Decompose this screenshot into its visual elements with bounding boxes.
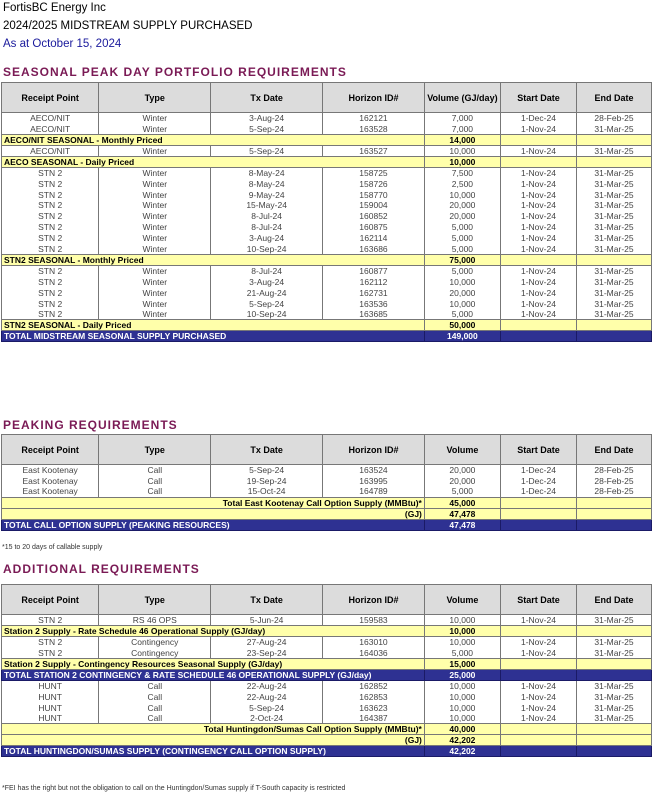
cell-end-date: 31-Mar-25 bbox=[577, 637, 652, 648]
table-row bbox=[2, 691, 652, 702]
cell-start-date: 1-Dec-24 bbox=[500, 486, 576, 497]
cell-type: Winter bbox=[99, 287, 211, 298]
cell-start-date: 1-Nov-24 bbox=[500, 691, 576, 702]
cell-volume: 5,000 bbox=[424, 222, 500, 233]
cell-horizon-id: 158725 bbox=[323, 167, 425, 178]
subtotal-value: 45,000 bbox=[424, 497, 500, 508]
cell-type: Winter bbox=[99, 145, 211, 156]
cell-volume: 10,000 bbox=[424, 298, 500, 309]
col-end-date: End Date bbox=[577, 585, 652, 615]
cell-type: Winter bbox=[99, 222, 211, 233]
cell-receipt-point: STN 2 bbox=[2, 222, 99, 233]
subtotal-row bbox=[2, 134, 652, 145]
subtotal-value: 10,000 bbox=[424, 626, 500, 637]
subtotal-label: Total East Kootenay Call Option Supply (MMBtu)* bbox=[2, 497, 425, 508]
cell-start-date: 1-Nov-24 bbox=[500, 298, 576, 309]
table-row bbox=[2, 680, 652, 691]
col-horizon-id: Horizon ID# bbox=[323, 585, 425, 615]
seasonal-table bbox=[1, 82, 652, 342]
cell-volume: 10,000 bbox=[424, 691, 500, 702]
section-title-peaking: PEAKING REQUIREMENTS bbox=[3, 418, 178, 432]
subtotal-label: STN2 SEASONAL - Monthly Priced bbox=[2, 254, 425, 265]
cell-tx-date: 27-Aug-24 bbox=[211, 637, 323, 648]
cell-start-date: 1-Nov-24 bbox=[500, 702, 576, 713]
cell-start-date: 1-Nov-24 bbox=[500, 222, 576, 233]
col-end-date: End Date bbox=[577, 435, 652, 465]
cell-tx-date: 5-Sep-24 bbox=[211, 145, 323, 156]
cell-tx-date: 8-Jul-24 bbox=[211, 265, 323, 276]
col-horizon-id: Horizon ID# bbox=[323, 435, 425, 465]
table-row bbox=[2, 309, 652, 320]
table-row bbox=[2, 189, 652, 200]
cell-receipt-point: STN 2 bbox=[2, 615, 99, 626]
cell-end-date: 28-Feb-25 bbox=[577, 465, 652, 476]
cell-receipt-point: HUNT bbox=[2, 680, 99, 691]
cell-horizon-id: 160877 bbox=[323, 265, 425, 276]
col-end-date: End Date bbox=[577, 83, 652, 113]
cell-volume: 10,000 bbox=[424, 189, 500, 200]
cell-start-date: 1-Nov-24 bbox=[500, 615, 576, 626]
cell-receipt-point: HUNT bbox=[2, 702, 99, 713]
cell-receipt-point: AECO/NIT bbox=[2, 145, 99, 156]
subtotal-value: 40,000 bbox=[424, 724, 500, 735]
cell-horizon-id: 158726 bbox=[323, 178, 425, 189]
cell-start-date: 1-Nov-24 bbox=[500, 233, 576, 244]
cell-tx-date: 3-Aug-24 bbox=[211, 276, 323, 287]
table-row bbox=[2, 713, 652, 724]
cell-end-date: 31-Mar-25 bbox=[577, 713, 652, 724]
cell-end-date: 31-Mar-25 bbox=[577, 276, 652, 287]
col-receipt-point: Receipt Point bbox=[2, 585, 99, 615]
table-row bbox=[2, 702, 652, 713]
col-receipt-point: Receipt Point bbox=[2, 435, 99, 465]
cell-start-date: 1-Nov-24 bbox=[500, 713, 576, 724]
table-row bbox=[2, 145, 652, 156]
cell-tx-date: 2-Oct-24 bbox=[211, 713, 323, 724]
table-row bbox=[2, 475, 652, 486]
table-header-row bbox=[2, 435, 652, 465]
subtotal-value: 42,202 bbox=[424, 735, 500, 746]
cell-tx-date: 10-Sep-24 bbox=[211, 244, 323, 255]
col-tx-date: Tx Date bbox=[211, 585, 323, 615]
cell-receipt-point: STN 2 bbox=[2, 200, 99, 211]
total-value: 42,202 bbox=[424, 746, 500, 757]
subtotal-row bbox=[2, 497, 652, 508]
cell-type: Winter bbox=[99, 113, 211, 124]
table-row bbox=[2, 298, 652, 309]
cell-volume: 20,000 bbox=[424, 475, 500, 486]
col-type: Type bbox=[99, 435, 211, 465]
cell-type: Call bbox=[99, 465, 211, 476]
cell-horizon-id: 163995 bbox=[323, 475, 425, 486]
subtotal-label: Total Huntingdon/Sumas Call Option Supply (MMBtu)* bbox=[2, 724, 425, 735]
col-type: Type bbox=[99, 585, 211, 615]
cell-type: Call bbox=[99, 486, 211, 497]
cell-receipt-point: STN 2 bbox=[2, 178, 99, 189]
subtotal-label: STN2 SEASONAL - Daily Priced bbox=[2, 320, 425, 331]
subtotal-label: AECO/NIT SEASONAL - Monthly Priced bbox=[2, 134, 425, 145]
cell-volume: 5,000 bbox=[424, 233, 500, 244]
cell-end-date: 31-Mar-25 bbox=[577, 615, 652, 626]
section-title-additional: ADDITIONAL REQUIREMENTS bbox=[3, 562, 200, 576]
table-row bbox=[2, 265, 652, 276]
peaking-footnote: *15 to 20 days of callable supply bbox=[2, 544, 103, 551]
table-row bbox=[2, 647, 652, 658]
cell-horizon-id: 160852 bbox=[323, 211, 425, 222]
cell-end-date: 31-Mar-25 bbox=[577, 244, 652, 255]
total-label: TOTAL HUNTINGDON/SUMAS SUPPLY (CONTINGENCY CALL OPTION SUPPLY) bbox=[2, 746, 425, 757]
cell-horizon-id: 163536 bbox=[323, 298, 425, 309]
cell-start-date: 1-Nov-24 bbox=[500, 145, 576, 156]
cell-start-date: 1-Dec-24 bbox=[500, 465, 576, 476]
cell-tx-date: 8-Jul-24 bbox=[211, 211, 323, 222]
cell-end-date: 31-Mar-25 bbox=[577, 233, 652, 244]
cell-end-date: 28-Feb-25 bbox=[577, 475, 652, 486]
cell-volume: 5,000 bbox=[424, 486, 500, 497]
cell-tx-date: 19-Sep-24 bbox=[211, 475, 323, 486]
table-row bbox=[2, 211, 652, 222]
cell-horizon-id: 162852 bbox=[323, 680, 425, 691]
cell-tx-date: 23-Sep-24 bbox=[211, 647, 323, 658]
cell-end-date: 31-Mar-25 bbox=[577, 189, 652, 200]
table-row bbox=[2, 233, 652, 244]
peaking-table bbox=[1, 434, 652, 531]
cell-horizon-id: 164036 bbox=[323, 647, 425, 658]
cell-end-date: 31-Mar-25 bbox=[577, 211, 652, 222]
cell-receipt-point: STN 2 bbox=[2, 167, 99, 178]
cell-volume: 7,000 bbox=[424, 113, 500, 124]
cell-receipt-point: AECO/NIT bbox=[2, 123, 99, 134]
subtotal-row bbox=[2, 156, 652, 167]
cell-receipt-point: STN 2 bbox=[2, 189, 99, 200]
cell-tx-date: 15-Oct-24 bbox=[211, 486, 323, 497]
cell-tx-date: 8-May-24 bbox=[211, 167, 323, 178]
cell-volume: 10,000 bbox=[424, 702, 500, 713]
cell-horizon-id: 163524 bbox=[323, 465, 425, 476]
cell-receipt-point: HUNT bbox=[2, 713, 99, 724]
cell-volume: 7,000 bbox=[424, 123, 500, 134]
additional-footnote: *FEI has the right but not the obligation to call on the Huntingdon/Sumas supply if T-South capacity is restricted bbox=[2, 785, 346, 792]
cell-type: Winter bbox=[99, 309, 211, 320]
report-title: 2024/2025 MIDSTREAM SUPPLY PURCHASED bbox=[3, 20, 253, 32]
cell-tx-date: 5-Sep-24 bbox=[211, 465, 323, 476]
cell-start-date: 1-Nov-24 bbox=[500, 211, 576, 222]
cell-volume: 20,000 bbox=[424, 211, 500, 222]
cell-start-date: 1-Nov-24 bbox=[500, 637, 576, 648]
cell-start-date: 1-Nov-24 bbox=[500, 287, 576, 298]
subtotal-row bbox=[2, 626, 652, 637]
total-row bbox=[2, 746, 652, 757]
table-row bbox=[2, 167, 652, 178]
cell-volume: 10,000 bbox=[424, 276, 500, 287]
subtotal-label: (GJ) bbox=[2, 508, 425, 519]
cell-type: Contingency bbox=[99, 637, 211, 648]
cell-type: Winter bbox=[99, 200, 211, 211]
cell-receipt-point: East Kootenay bbox=[2, 465, 99, 476]
cell-volume: 10,000 bbox=[424, 615, 500, 626]
additional-table bbox=[1, 584, 652, 757]
cell-type: Winter bbox=[99, 265, 211, 276]
cell-type: Winter bbox=[99, 123, 211, 134]
cell-volume: 20,000 bbox=[424, 287, 500, 298]
cell-tx-date: 3-Aug-24 bbox=[211, 233, 323, 244]
cell-horizon-id: 159583 bbox=[323, 615, 425, 626]
cell-end-date: 31-Mar-25 bbox=[577, 680, 652, 691]
total-label: TOTAL CALL OPTION SUPPLY (PEAKING RESOURCES) bbox=[2, 519, 425, 530]
cell-start-date: 1-Nov-24 bbox=[500, 178, 576, 189]
cell-type: Winter bbox=[99, 189, 211, 200]
table-row bbox=[2, 465, 652, 476]
cell-horizon-id: 158770 bbox=[323, 189, 425, 200]
cell-volume: 10,000 bbox=[424, 145, 500, 156]
cell-receipt-point: HUNT bbox=[2, 691, 99, 702]
col-type: Type bbox=[99, 83, 211, 113]
cell-type: Call bbox=[99, 713, 211, 724]
subtotal-row bbox=[2, 735, 652, 746]
table-header-row bbox=[2, 83, 652, 113]
col-tx-date: Tx Date bbox=[211, 435, 323, 465]
cell-horizon-id: 162121 bbox=[323, 113, 425, 124]
subtotal-value: 47,478 bbox=[424, 508, 500, 519]
cell-receipt-point: East Kootenay bbox=[2, 475, 99, 486]
table-header-row bbox=[2, 585, 652, 615]
subtotal-value: 10,000 bbox=[424, 156, 500, 167]
cell-horizon-id: 159004 bbox=[323, 200, 425, 211]
col-volume: Volume (GJ/day) bbox=[424, 83, 500, 113]
cell-receipt-point: East Kootenay bbox=[2, 486, 99, 497]
cell-tx-date: 8-Jul-24 bbox=[211, 222, 323, 233]
cell-horizon-id: 163527 bbox=[323, 145, 425, 156]
table-row bbox=[2, 113, 652, 124]
subtotal-value: 15,000 bbox=[424, 658, 500, 669]
cell-horizon-id: 164789 bbox=[323, 486, 425, 497]
cell-tx-date: 5-Sep-24 bbox=[211, 702, 323, 713]
cell-tx-date: 3-Aug-24 bbox=[211, 113, 323, 124]
col-start-date: Start Date bbox=[500, 83, 576, 113]
cell-horizon-id: 163528 bbox=[323, 123, 425, 134]
cell-type: Winter bbox=[99, 211, 211, 222]
subtotal-row bbox=[2, 508, 652, 519]
total-value: 25,000 bbox=[424, 669, 500, 680]
cell-end-date: 31-Mar-25 bbox=[577, 167, 652, 178]
total-value: 149,000 bbox=[424, 331, 500, 342]
cell-volume: 7,500 bbox=[424, 167, 500, 178]
col-tx-date: Tx Date bbox=[211, 83, 323, 113]
cell-horizon-id: 162114 bbox=[323, 233, 425, 244]
cell-volume: 20,000 bbox=[424, 200, 500, 211]
total-row bbox=[2, 331, 652, 342]
cell-type: Winter bbox=[99, 178, 211, 189]
cell-start-date: 1-Dec-24 bbox=[500, 113, 576, 124]
cell-type: Winter bbox=[99, 298, 211, 309]
cell-tx-date: 9-May-24 bbox=[211, 189, 323, 200]
total-label: TOTAL STATION 2 CONTINGENCY & RATE SCHEDULE 46 OPERATIONAL SUPPLY (GJ/day) bbox=[2, 669, 425, 680]
cell-tx-date: 22-Aug-24 bbox=[211, 691, 323, 702]
table-row bbox=[2, 222, 652, 233]
cell-tx-date: 8-May-24 bbox=[211, 178, 323, 189]
table-row bbox=[2, 178, 652, 189]
cell-volume: 10,000 bbox=[424, 713, 500, 724]
cell-end-date: 28-Feb-25 bbox=[577, 486, 652, 497]
cell-end-date: 31-Mar-25 bbox=[577, 123, 652, 134]
cell-type: Contingency bbox=[99, 647, 211, 658]
cell-end-date: 31-Mar-25 bbox=[577, 222, 652, 233]
table-row bbox=[2, 244, 652, 255]
cell-horizon-id: 163010 bbox=[323, 637, 425, 648]
cell-receipt-point: STN 2 bbox=[2, 287, 99, 298]
cell-type: Call bbox=[99, 702, 211, 713]
cell-receipt-point: STN 2 bbox=[2, 637, 99, 648]
cell-type: Winter bbox=[99, 167, 211, 178]
cell-receipt-point: STN 2 bbox=[2, 276, 99, 287]
total-row bbox=[2, 519, 652, 530]
cell-end-date: 31-Mar-25 bbox=[577, 265, 652, 276]
table-row bbox=[2, 287, 652, 298]
cell-type: Winter bbox=[99, 233, 211, 244]
subtotal-label: (GJ) bbox=[2, 735, 425, 746]
cell-type: Call bbox=[99, 680, 211, 691]
cell-volume: 5,000 bbox=[424, 244, 500, 255]
cell-end-date: 31-Mar-25 bbox=[577, 200, 652, 211]
cell-volume: 5,000 bbox=[424, 265, 500, 276]
total-value: 47,478 bbox=[424, 519, 500, 530]
subtotal-row bbox=[2, 724, 652, 735]
cell-horizon-id: 163685 bbox=[323, 309, 425, 320]
cell-start-date: 1-Nov-24 bbox=[500, 123, 576, 134]
cell-volume: 5,000 bbox=[424, 647, 500, 658]
cell-tx-date: 5-Sep-24 bbox=[211, 298, 323, 309]
cell-receipt-point: AECO/NIT bbox=[2, 113, 99, 124]
cell-tx-date: 22-Aug-24 bbox=[211, 680, 323, 691]
cell-tx-date: 10-Sep-24 bbox=[211, 309, 323, 320]
cell-volume: 10,000 bbox=[424, 637, 500, 648]
cell-start-date: 1-Nov-24 bbox=[500, 189, 576, 200]
cell-start-date: 1-Dec-24 bbox=[500, 475, 576, 486]
cell-volume: 20,000 bbox=[424, 465, 500, 476]
table-row bbox=[2, 637, 652, 648]
col-receipt-point: Receipt Point bbox=[2, 83, 99, 113]
cell-horizon-id: 162731 bbox=[323, 287, 425, 298]
table-row bbox=[2, 200, 652, 211]
col-start-date: Start Date bbox=[500, 585, 576, 615]
cell-start-date: 1-Nov-24 bbox=[500, 200, 576, 211]
cell-tx-date: 5-Jun-24 bbox=[211, 615, 323, 626]
subtotal-row bbox=[2, 658, 652, 669]
cell-start-date: 1-Nov-24 bbox=[500, 680, 576, 691]
cell-volume: 5,000 bbox=[424, 309, 500, 320]
cell-volume: 2,500 bbox=[424, 178, 500, 189]
section-title-seasonal: SEASONAL PEAK DAY PORTFOLIO REQUIREMENTS bbox=[3, 65, 347, 79]
cell-horizon-id: 162112 bbox=[323, 276, 425, 287]
cell-end-date: 31-Mar-25 bbox=[577, 178, 652, 189]
cell-tx-date: 21-Aug-24 bbox=[211, 287, 323, 298]
subtotal-value: 50,000 bbox=[424, 320, 500, 331]
cell-receipt-point: STN 2 bbox=[2, 265, 99, 276]
cell-end-date: 31-Mar-25 bbox=[577, 287, 652, 298]
subtotal-value: 14,000 bbox=[424, 134, 500, 145]
cell-horizon-id: 162853 bbox=[323, 691, 425, 702]
cell-end-date: 31-Mar-25 bbox=[577, 298, 652, 309]
cell-end-date: 31-Mar-25 bbox=[577, 691, 652, 702]
cell-type: Winter bbox=[99, 244, 211, 255]
cell-receipt-point: STN 2 bbox=[2, 647, 99, 658]
cell-horizon-id: 160875 bbox=[323, 222, 425, 233]
col-volume: Volume bbox=[424, 585, 500, 615]
cell-horizon-id: 164387 bbox=[323, 713, 425, 724]
cell-tx-date: 15-May-24 bbox=[211, 200, 323, 211]
table-row bbox=[2, 486, 652, 497]
cell-type: Call bbox=[99, 691, 211, 702]
cell-end-date: 28-Feb-25 bbox=[577, 113, 652, 124]
cell-tx-date: 5-Sep-24 bbox=[211, 123, 323, 134]
cell-volume: 10,000 bbox=[424, 680, 500, 691]
cell-receipt-point: STN 2 bbox=[2, 233, 99, 244]
cell-start-date: 1-Nov-24 bbox=[500, 647, 576, 658]
subtotal-row bbox=[2, 254, 652, 265]
cell-start-date: 1-Nov-24 bbox=[500, 276, 576, 287]
col-volume: Volume bbox=[424, 435, 500, 465]
cell-type: Winter bbox=[99, 276, 211, 287]
cell-receipt-point: STN 2 bbox=[2, 244, 99, 255]
table-row bbox=[2, 123, 652, 134]
subtotal-value: 75,000 bbox=[424, 254, 500, 265]
subtotal-label: Station 2 Supply - Rate Schedule 46 Operational Supply (GJ/day) bbox=[2, 626, 425, 637]
cell-start-date: 1-Nov-24 bbox=[500, 309, 576, 320]
cell-end-date: 31-Mar-25 bbox=[577, 647, 652, 658]
cell-horizon-id: 163686 bbox=[323, 244, 425, 255]
cell-receipt-point: STN 2 bbox=[2, 309, 99, 320]
cell-end-date: 31-Mar-25 bbox=[577, 702, 652, 713]
as-at-date: As at October 15, 2024 bbox=[3, 38, 122, 50]
cell-type: Call bbox=[99, 475, 211, 486]
cell-start-date: 1-Nov-24 bbox=[500, 265, 576, 276]
cell-horizon-id: 163623 bbox=[323, 702, 425, 713]
subtotal-label: Station 2 Supply - Contingency Resources Seasonal Supply (GJ/day) bbox=[2, 658, 425, 669]
company-name: FortisBC Energy Inc bbox=[3, 2, 106, 14]
table-row bbox=[2, 615, 652, 626]
cell-end-date: 31-Mar-25 bbox=[577, 145, 652, 156]
col-horizon-id: Horizon ID# bbox=[323, 83, 425, 113]
cell-type: RS 46 OPS bbox=[99, 615, 211, 626]
col-start-date: Start Date bbox=[500, 435, 576, 465]
cell-receipt-point: STN 2 bbox=[2, 298, 99, 309]
cell-start-date: 1-Nov-24 bbox=[500, 167, 576, 178]
total-row bbox=[2, 669, 652, 680]
cell-start-date: 1-Nov-24 bbox=[500, 244, 576, 255]
subtotal-row bbox=[2, 320, 652, 331]
table-row bbox=[2, 276, 652, 287]
cell-end-date: 31-Mar-25 bbox=[577, 309, 652, 320]
total-label: TOTAL MIDSTREAM SEASONAL SUPPLY PURCHASED bbox=[2, 331, 425, 342]
cell-receipt-point: STN 2 bbox=[2, 211, 99, 222]
subtotal-label: AECO SEASONAL - Daily Priced bbox=[2, 156, 425, 167]
